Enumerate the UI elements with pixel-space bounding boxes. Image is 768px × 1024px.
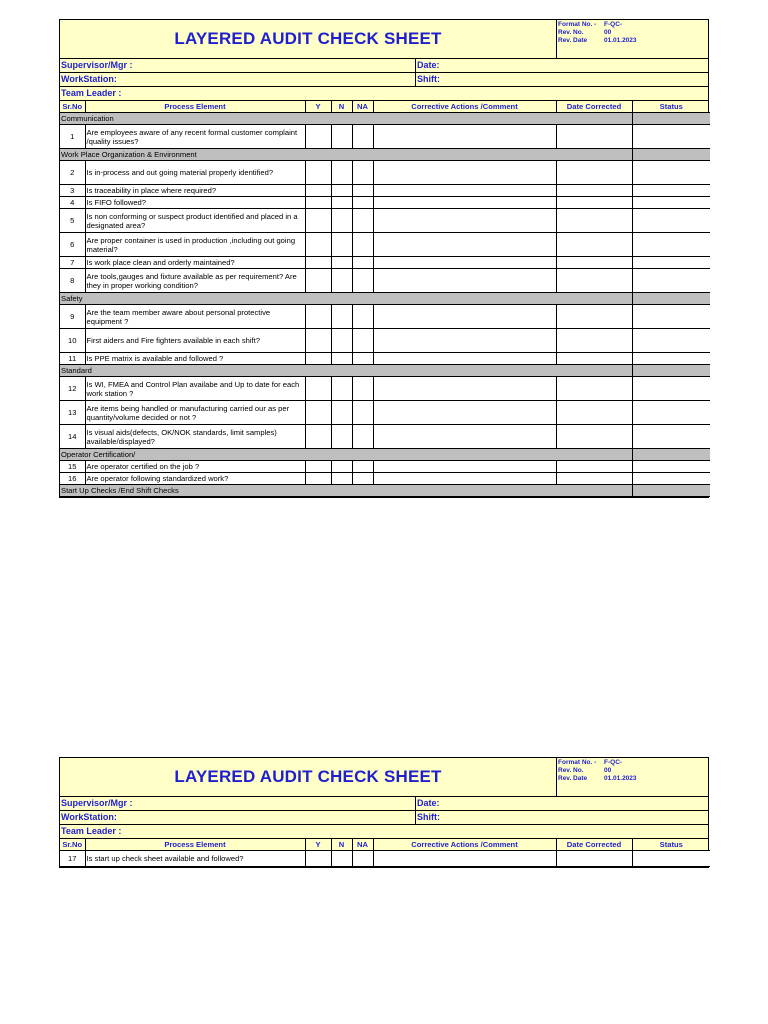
checklist-row	[60, 233, 710, 257]
col-na-header: NA	[352, 839, 373, 851]
workstation-field[interactable]: WorkStation:	[60, 811, 416, 824]
checklist-row	[60, 269, 710, 293]
supervisor-row	[60, 797, 708, 811]
team-leader-field[interactable]: Team Leader :	[61, 826, 122, 836]
na-checkbox[interactable]	[352, 209, 373, 233]
section-header-row	[60, 293, 710, 305]
title-cell	[60, 20, 557, 58]
yes-checkbox[interactable]	[305, 851, 331, 867]
checklist-row	[60, 377, 710, 401]
status-input[interactable]	[632, 461, 710, 473]
title-cell	[60, 758, 557, 796]
no-checkbox[interactable]	[331, 269, 352, 293]
section-header-row	[60, 485, 710, 497]
audit-sheet-page-1	[59, 19, 709, 498]
status-input[interactable]	[632, 125, 710, 149]
col-date-corrected-header: Date Corrected	[556, 839, 632, 851]
yes-checkbox[interactable]	[305, 377, 331, 401]
no-checkbox[interactable]	[331, 329, 352, 353]
status-input[interactable]	[632, 473, 710, 485]
team-leader-field[interactable]: Team Leader :	[61, 88, 122, 98]
corrective-action-input[interactable]	[373, 305, 556, 329]
status-input[interactable]	[632, 401, 710, 425]
na-checkbox[interactable]	[352, 473, 373, 485]
section-title: Communication	[60, 113, 632, 125]
status-input[interactable]	[632, 257, 710, 269]
shift-field[interactable]: Shift:	[417, 74, 440, 84]
status-input[interactable]	[632, 197, 710, 209]
item-process-element: Are the team member aware about personal protective equipment ?	[85, 305, 305, 329]
item-number: 13	[60, 401, 85, 425]
workstation-row	[60, 811, 708, 825]
section-header-row	[60, 149, 710, 161]
date-corrected-input[interactable]	[556, 401, 632, 425]
status-input[interactable]	[632, 269, 710, 293]
date-field[interactable]: Date:	[417, 60, 440, 70]
col-srno-header: Sr.No	[60, 101, 85, 113]
corrective-action-input[interactable]	[373, 851, 556, 867]
section-title: Start Up Checks /End Shift Checks	[60, 485, 632, 497]
item-number: 15	[60, 461, 85, 473]
col-n-header: N	[331, 101, 352, 113]
section-status-cell	[632, 293, 710, 305]
col-process-element-header: Process Element	[85, 839, 305, 851]
item-process-element: Are items being handled or manufacturing carried our as per quantity/volume decided or not ?	[85, 401, 305, 425]
no-checkbox[interactable]	[331, 353, 352, 365]
no-checkbox[interactable]	[331, 461, 352, 473]
status-input[interactable]	[632, 851, 710, 867]
rev-date-label: Rev. Date	[558, 775, 588, 782]
checklist-row	[60, 473, 710, 485]
col-srno-header: Sr.No	[60, 839, 85, 851]
format-no-label: Format No. -	[558, 759, 597, 766]
na-checkbox[interactable]	[352, 353, 373, 365]
status-input[interactable]	[632, 377, 710, 401]
no-checkbox[interactable]	[331, 161, 352, 185]
team-leader-row	[60, 825, 708, 839]
section-header-row	[60, 449, 710, 461]
checklist-row	[60, 329, 710, 353]
yes-checkbox[interactable]	[305, 329, 331, 353]
no-checkbox[interactable]	[331, 851, 352, 867]
item-process-element: Is visual aids(defects, OK/NOK standards, limit samples) available/displayed?	[85, 425, 305, 449]
yes-checkbox[interactable]	[305, 257, 331, 269]
date-corrected-input[interactable]	[556, 185, 632, 197]
workstation-row	[60, 73, 708, 87]
na-checkbox[interactable]	[352, 377, 373, 401]
checklist-row	[60, 161, 710, 185]
item-number: 14	[60, 425, 85, 449]
rev-date-value: 01.01.2023	[604, 37, 637, 44]
corrective-action-input[interactable]	[373, 473, 556, 485]
checklist-row	[60, 209, 710, 233]
no-checkbox[interactable]	[331, 209, 352, 233]
supervisor-field[interactable]: Supervisor/Mgr :	[60, 59, 416, 72]
date-corrected-input[interactable]	[556, 425, 632, 449]
col-corrective-actions-header: Corrective Actions /Comment	[373, 101, 556, 113]
section-status-cell	[632, 149, 710, 161]
status-input[interactable]	[632, 329, 710, 353]
item-number: 10	[60, 329, 85, 353]
no-checkbox[interactable]	[331, 185, 352, 197]
yes-checkbox[interactable]	[305, 473, 331, 485]
corrective-action-input[interactable]	[373, 209, 556, 233]
section-status-cell	[632, 365, 710, 377]
checklist-row	[60, 461, 710, 473]
rev-no-label: Rev. No.	[558, 29, 584, 36]
col-na-header: NA	[352, 101, 373, 113]
section-title: Safety	[60, 293, 632, 305]
date-corrected-input[interactable]	[556, 209, 632, 233]
item-number: 4	[60, 197, 85, 209]
section-status-cell	[632, 113, 710, 125]
date-corrected-input[interactable]	[556, 353, 632, 365]
checklist-row	[60, 125, 710, 149]
status-input[interactable]	[632, 233, 710, 257]
item-process-element: Are tools,gauges and fixture available as per requirement? Are they in proper working condition?	[85, 269, 305, 293]
corrective-action-input[interactable]	[373, 353, 556, 365]
item-number: 5	[60, 209, 85, 233]
na-checkbox[interactable]	[352, 425, 373, 449]
checklist-row	[60, 851, 710, 867]
date-corrected-input[interactable]	[556, 197, 632, 209]
no-checkbox[interactable]	[331, 125, 352, 149]
section-title: Work Place Organization & Environment	[60, 149, 632, 161]
no-checkbox[interactable]	[331, 257, 352, 269]
sheet-title: LAYERED AUDIT CHECK SHEET	[174, 29, 442, 48]
shift-field[interactable]: Shift:	[417, 812, 440, 822]
date-field[interactable]: Date:	[417, 798, 440, 808]
col-status-header: Status	[632, 839, 710, 851]
na-checkbox[interactable]	[352, 329, 373, 353]
item-number: 17	[60, 851, 85, 867]
format-info	[557, 20, 708, 58]
col-n-header: N	[331, 839, 352, 851]
na-checkbox[interactable]	[352, 233, 373, 257]
date-corrected-input[interactable]	[556, 233, 632, 257]
item-process-element: Is non conforming or suspect product identified and placed in a designated area?	[85, 209, 305, 233]
na-checkbox[interactable]	[352, 851, 373, 867]
corrective-action-input[interactable]	[373, 269, 556, 293]
item-process-element: First aiders and Fire fighters available in each shift?	[85, 329, 305, 353]
date-corrected-input[interactable]	[556, 473, 632, 485]
item-process-element: Is traceability in place where required?	[85, 185, 305, 197]
checklist-row	[60, 425, 710, 449]
workstation-field[interactable]: WorkStation:	[60, 73, 416, 86]
corrective-action-input[interactable]	[373, 197, 556, 209]
corrective-action-input[interactable]	[373, 257, 556, 269]
section-header-row	[60, 365, 710, 377]
format-info	[557, 758, 708, 796]
item-process-element: Are employees aware of any recent formal customer complaint /quality issues?	[85, 125, 305, 149]
yes-checkbox[interactable]	[305, 197, 331, 209]
no-checkbox[interactable]	[331, 305, 352, 329]
status-input[interactable]	[632, 185, 710, 197]
corrective-action-input[interactable]	[373, 185, 556, 197]
item-number: 11	[60, 353, 85, 365]
status-input[interactable]	[632, 425, 710, 449]
col-process-element-header: Process Element	[85, 101, 305, 113]
format-no-value: F-QC-	[604, 21, 623, 28]
corrective-action-input[interactable]	[373, 161, 556, 185]
date-corrected-input[interactable]	[556, 329, 632, 353]
na-checkbox[interactable]	[352, 461, 373, 473]
col-y-header: Y	[305, 101, 331, 113]
yes-checkbox[interactable]	[305, 185, 331, 197]
item-process-element: Are proper container is used in production ,including out going material?	[85, 233, 305, 257]
item-process-element: Are operator certified on the job ?	[85, 461, 305, 473]
corrective-action-input[interactable]	[373, 377, 556, 401]
na-checkbox[interactable]	[352, 305, 373, 329]
sheet-header	[60, 20, 708, 59]
na-checkbox[interactable]	[352, 161, 373, 185]
corrective-action-input[interactable]	[373, 329, 556, 353]
corrective-action-input[interactable]	[373, 461, 556, 473]
date-corrected-input[interactable]	[556, 125, 632, 149]
rev-no-label: Rev. No.	[558, 767, 584, 774]
section-title: Operator Certification/	[60, 449, 632, 461]
status-input[interactable]	[632, 305, 710, 329]
corrective-action-input[interactable]	[373, 233, 556, 257]
section-header-row	[60, 113, 710, 125]
yes-checkbox[interactable]	[305, 401, 331, 425]
rev-no-value: 00	[604, 29, 612, 36]
checklist-table	[60, 839, 710, 867]
no-checkbox[interactable]	[331, 233, 352, 257]
item-process-element: Are operator following standardized work?	[85, 473, 305, 485]
na-checkbox[interactable]	[352, 257, 373, 269]
yes-checkbox[interactable]	[305, 161, 331, 185]
yes-checkbox[interactable]	[305, 233, 331, 257]
item-number: 9	[60, 305, 85, 329]
yes-checkbox[interactable]	[305, 209, 331, 233]
item-number: 1	[60, 125, 85, 149]
yes-checkbox[interactable]	[305, 353, 331, 365]
na-checkbox[interactable]	[352, 269, 373, 293]
item-number: 6	[60, 233, 85, 257]
checklist-row	[60, 401, 710, 425]
col-date-corrected-header: Date Corrected	[556, 101, 632, 113]
item-process-element: Is FIFO followed?	[85, 197, 305, 209]
item-number: 3	[60, 185, 85, 197]
no-checkbox[interactable]	[331, 377, 352, 401]
na-checkbox[interactable]	[352, 185, 373, 197]
yes-checkbox[interactable]	[305, 125, 331, 149]
date-corrected-input[interactable]	[556, 257, 632, 269]
date-corrected-input[interactable]	[556, 461, 632, 473]
item-process-element: Is work place clean and orderly maintained?	[85, 257, 305, 269]
checklist-table	[60, 101, 710, 497]
checklist-row	[60, 185, 710, 197]
team-leader-row	[60, 87, 708, 101]
format-no-label: Format No. -	[558, 21, 597, 28]
sheet-header	[60, 758, 708, 797]
no-checkbox[interactable]	[331, 425, 352, 449]
corrective-action-input[interactable]	[373, 125, 556, 149]
sheet-title: LAYERED AUDIT CHECK SHEET	[174, 767, 442, 786]
col-status-header: Status	[632, 101, 710, 113]
date-corrected-input[interactable]	[556, 269, 632, 293]
corrective-action-input[interactable]	[373, 401, 556, 425]
format-no-value: F-QC-	[604, 759, 623, 766]
status-input[interactable]	[632, 353, 710, 365]
col-corrective-actions-header: Corrective Actions /Comment	[373, 839, 556, 851]
date-corrected-input[interactable]	[556, 851, 632, 867]
rev-date-value: 01.01.2023	[604, 775, 637, 782]
section-status-cell	[632, 485, 710, 497]
item-process-element: Is start up check sheet available and followed?	[85, 851, 305, 867]
na-checkbox[interactable]	[352, 401, 373, 425]
item-number: 16	[60, 473, 85, 485]
yes-checkbox[interactable]	[305, 461, 331, 473]
item-process-element: Is in-process and out going material properly identified?	[85, 161, 305, 185]
item-process-element: Is WI, FMEA and Control Plan availabe and Up to date for each work station ?	[85, 377, 305, 401]
rev-no-value: 00	[604, 767, 612, 774]
checklist-row	[60, 257, 710, 269]
section-title: Standard	[60, 365, 632, 377]
yes-checkbox[interactable]	[305, 269, 331, 293]
item-number: 12	[60, 377, 85, 401]
no-checkbox[interactable]	[331, 401, 352, 425]
column-header-row	[60, 839, 710, 851]
na-checkbox[interactable]	[352, 197, 373, 209]
item-number: 2	[60, 161, 85, 185]
section-status-cell	[632, 449, 710, 461]
checklist-row	[60, 305, 710, 329]
no-checkbox[interactable]	[331, 197, 352, 209]
date-corrected-input[interactable]	[556, 161, 632, 185]
col-y-header: Y	[305, 839, 331, 851]
item-process-element: Is PPE matrix is available and followed ?	[85, 353, 305, 365]
supervisor-field[interactable]: Supervisor/Mgr :	[60, 797, 416, 810]
status-input[interactable]	[632, 209, 710, 233]
yes-checkbox[interactable]	[305, 425, 331, 449]
column-header-row	[60, 101, 710, 113]
no-checkbox[interactable]	[331, 473, 352, 485]
audit-sheet-page-2	[59, 757, 709, 868]
item-number: 8	[60, 269, 85, 293]
date-corrected-input[interactable]	[556, 305, 632, 329]
item-number: 7	[60, 257, 85, 269]
na-checkbox[interactable]	[352, 125, 373, 149]
status-input[interactable]	[632, 161, 710, 185]
rev-date-label: Rev. Date	[558, 37, 588, 44]
date-corrected-input[interactable]	[556, 377, 632, 401]
supervisor-row	[60, 59, 708, 73]
checklist-row	[60, 197, 710, 209]
checklist-row	[60, 353, 710, 365]
yes-checkbox[interactable]	[305, 305, 331, 329]
corrective-action-input[interactable]	[373, 425, 556, 449]
